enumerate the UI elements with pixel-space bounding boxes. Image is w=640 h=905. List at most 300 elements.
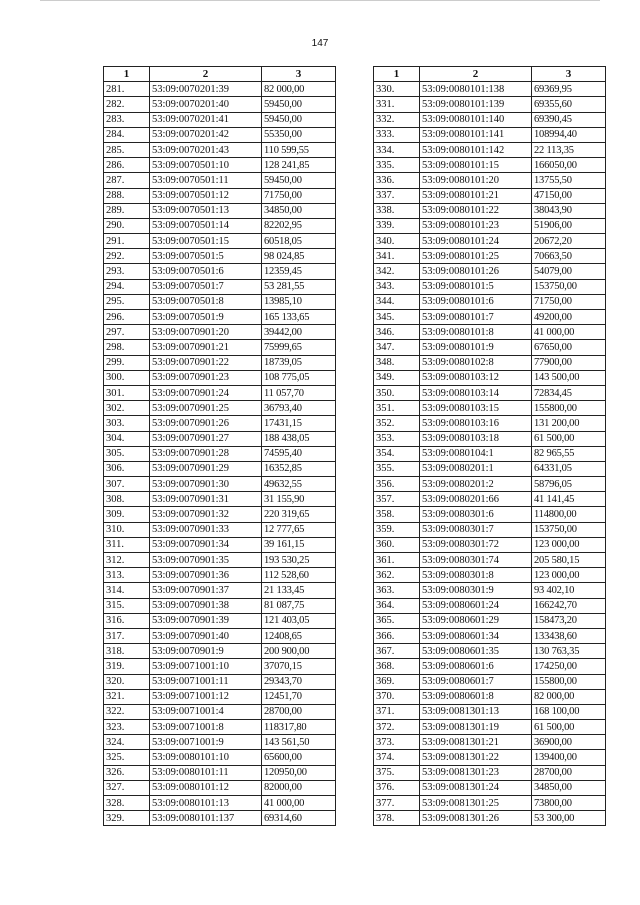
row-number: 345. (374, 310, 420, 325)
cadastral-value: 38043,90 (532, 203, 606, 218)
row-number: 371. (374, 704, 420, 719)
cadastral-value: 155800,00 (532, 401, 606, 416)
row-number: 349. (374, 370, 420, 385)
cadastral-number: 53:09:0080301:7 (420, 522, 532, 537)
table-row (104, 264, 336, 279)
cadastral-number: 53:09:0080101:9 (420, 340, 532, 355)
cadastral-value: 49200,00 (532, 310, 606, 325)
row-number: 298. (104, 340, 150, 355)
cadastral-value: 59450,00 (262, 112, 336, 127)
column-header-cadastral-number: 2 (420, 67, 532, 82)
cadastral-value: 143 561,50 (262, 735, 336, 750)
cadastral-number: 53:09:0071001:9 (150, 735, 262, 750)
cadastral-number: 53:09:0080101:8 (420, 325, 532, 340)
cadastral-value: 193 530,25 (262, 553, 336, 568)
cadastral-number: 53:09:0080601:29 (420, 613, 532, 628)
row-number: 370. (374, 689, 420, 704)
table-row (374, 203, 606, 218)
row-number: 331. (374, 97, 420, 112)
cadastral-value: 39442,00 (262, 325, 336, 340)
table-row (104, 203, 336, 218)
cadastral-number: 53:09:0070901:27 (150, 431, 262, 446)
cadastral-value: 69390,45 (532, 112, 606, 127)
cadastral-number: 53:09:0080201:66 (420, 492, 532, 507)
cadastral-number: 53:09:0080101:5 (420, 279, 532, 294)
row-number: 317. (104, 628, 150, 643)
cadastral-value: 13985,10 (262, 294, 336, 309)
row-number: 361. (374, 553, 420, 568)
table-header-row (374, 67, 606, 82)
row-number: 316. (104, 613, 150, 628)
cadastral-value: 139400,00 (532, 750, 606, 765)
table-row (374, 310, 606, 325)
table-row (374, 796, 606, 811)
table-row (104, 750, 336, 765)
table-row (374, 704, 606, 719)
table-row (104, 735, 336, 750)
row-number: 334. (374, 142, 420, 157)
table-row (104, 704, 336, 719)
row-number: 362. (374, 568, 420, 583)
cadastral-value: 39 161,15 (262, 537, 336, 552)
table-row (374, 583, 606, 598)
table-row (374, 811, 606, 826)
row-number: 296. (104, 310, 150, 325)
cadastral-number: 53:09:0080601:24 (420, 598, 532, 613)
cadastral-number: 53:09:0080101:7 (420, 310, 532, 325)
cadastral-number: 53:09:0070901:20 (150, 325, 262, 340)
cadastral-number: 53:09:0080101:6 (420, 294, 532, 309)
cadastral-value: 118317,80 (262, 720, 336, 735)
cadastral-number: 53:09:0080301:9 (420, 583, 532, 598)
row-number: 313. (104, 568, 150, 583)
cadastral-number: 53:09:0080101:25 (420, 249, 532, 264)
cadastral-value: 21 133,45 (262, 583, 336, 598)
cadastral-value: 82000,00 (262, 780, 336, 795)
cadastral-value: 34850,00 (532, 780, 606, 795)
cadastral-number: 53:09:0081301:13 (420, 704, 532, 719)
cadastral-number: 53:09:0070901:25 (150, 401, 262, 416)
cadastral-number: 53:09:0070501:5 (150, 249, 262, 264)
cadastral-value: 220 319,65 (262, 507, 336, 522)
row-number: 305. (104, 446, 150, 461)
row-number: 309. (104, 507, 150, 522)
cadastral-number: 53:09:0080601:6 (420, 659, 532, 674)
cadastral-value: 130 763,35 (532, 644, 606, 659)
row-number: 358. (374, 507, 420, 522)
cadastral-value: 133438,60 (532, 628, 606, 643)
table-row (104, 613, 336, 628)
table-header-row (104, 67, 336, 82)
cadastral-number: 53:09:0070901:38 (150, 598, 262, 613)
table-row (374, 613, 606, 628)
row-number: 301. (104, 385, 150, 400)
row-number: 343. (374, 279, 420, 294)
cadastral-value: 61 500,00 (532, 431, 606, 446)
table-row (374, 431, 606, 446)
cadastral-number: 53:09:0070901:23 (150, 370, 262, 385)
cadastral-value: 82 000,00 (532, 689, 606, 704)
row-number: 328. (104, 796, 150, 811)
cadastral-number: 53:09:0080101:139 (420, 97, 532, 112)
cadastral-value: 36793,40 (262, 401, 336, 416)
cadastral-number: 53:09:0070901:33 (150, 522, 262, 537)
cadastral-number: 53:09:0080601:34 (420, 628, 532, 643)
cadastral-value: 166050,00 (532, 158, 606, 173)
cadastral-number: 53:09:0070201:43 (150, 142, 262, 157)
row-number: 282. (104, 97, 150, 112)
table-row (104, 811, 336, 826)
row-number: 366. (374, 628, 420, 643)
right-table-body (374, 82, 606, 826)
table-row (104, 416, 336, 431)
table-row (104, 461, 336, 476)
cadastral-value: 34850,00 (262, 203, 336, 218)
row-number: 290. (104, 218, 150, 233)
row-number: 365. (374, 613, 420, 628)
cadastral-number: 53:09:0070901:22 (150, 355, 262, 370)
row-number: 293. (104, 264, 150, 279)
cadastral-number: 53:09:0080101:138 (420, 82, 532, 97)
cadastral-value: 165 133,65 (262, 310, 336, 325)
table-row (374, 294, 606, 309)
row-number: 327. (104, 780, 150, 795)
table-row (374, 218, 606, 233)
table-row (104, 507, 336, 522)
table-row (104, 765, 336, 780)
cadastral-number: 53:09:0080101:13 (150, 796, 262, 811)
cadastral-value: 53 281,55 (262, 279, 336, 294)
cadastral-value: 28700,00 (262, 704, 336, 719)
cadastral-number: 53:09:0070501:10 (150, 158, 262, 173)
row-number: 368. (374, 659, 420, 674)
cadastral-number: 53:09:0070501:15 (150, 234, 262, 249)
cadastral-value: 29343,70 (262, 674, 336, 689)
row-number: 312. (104, 553, 150, 568)
cadastral-number: 53:09:0070901:39 (150, 613, 262, 628)
cadastral-number: 53:09:0080101:22 (420, 203, 532, 218)
cadastral-number: 53:09:0070201:40 (150, 97, 262, 112)
row-number: 351. (374, 401, 420, 416)
cadastral-number: 53:09:0080101:137 (150, 811, 262, 826)
cadastral-number: 53:09:0070201:41 (150, 112, 262, 127)
table-row (104, 477, 336, 492)
table-row (374, 765, 606, 780)
row-number: 314. (104, 583, 150, 598)
cadastral-value: 114800,00 (532, 507, 606, 522)
row-number: 294. (104, 279, 150, 294)
cadastral-value: 188 438,05 (262, 431, 336, 446)
cadastral-number: 53:09:0080103:16 (420, 416, 532, 431)
table-row (104, 112, 336, 127)
table-row (374, 112, 606, 127)
cadastral-number: 53:09:0081301:22 (420, 750, 532, 765)
cadastral-number: 53:09:0070501:6 (150, 264, 262, 279)
row-number: 364. (374, 598, 420, 613)
table-row (104, 158, 336, 173)
row-number: 310. (104, 522, 150, 537)
row-number: 330. (374, 82, 420, 97)
row-number: 359. (374, 522, 420, 537)
cadastral-number: 53:09:0070901:40 (150, 628, 262, 643)
column-header-number: 1 (104, 67, 150, 82)
table-row (374, 142, 606, 157)
cadastral-number: 53:09:0070901:29 (150, 461, 262, 476)
cadastral-value: 70663,50 (532, 249, 606, 264)
row-number: 355. (374, 461, 420, 476)
table-row (104, 97, 336, 112)
cadastral-value: 77900,00 (532, 355, 606, 370)
row-number: 308. (104, 492, 150, 507)
cadastral-value: 71750,00 (532, 294, 606, 309)
cadastral-number: 53:09:0070901:26 (150, 416, 262, 431)
row-number: 354. (374, 446, 420, 461)
cadastral-value: 69314,60 (262, 811, 336, 826)
cadastral-value: 11 057,70 (262, 385, 336, 400)
table-row (374, 279, 606, 294)
row-number: 353. (374, 431, 420, 446)
table-row (104, 294, 336, 309)
cadastral-value: 120950,00 (262, 765, 336, 780)
cadastral-value: 168 100,00 (532, 704, 606, 719)
cadastral-number: 53:09:0080101:140 (420, 112, 532, 127)
cadastral-number: 53:09:0080101:21 (420, 188, 532, 203)
table-row (374, 507, 606, 522)
table-row (104, 553, 336, 568)
row-number: 332. (374, 112, 420, 127)
table-row (104, 796, 336, 811)
column-header-value: 3 (532, 67, 606, 82)
cadastral-number: 53:09:0070901:32 (150, 507, 262, 522)
table-row (374, 385, 606, 400)
table-row (374, 158, 606, 173)
cadastral-value: 16352,85 (262, 461, 336, 476)
cadastral-value: 54079,00 (532, 264, 606, 279)
table-row (374, 659, 606, 674)
row-number: 342. (374, 264, 420, 279)
cadastral-number: 53:09:0080601:7 (420, 674, 532, 689)
table-row (104, 522, 336, 537)
row-number: 350. (374, 385, 420, 400)
table-row (104, 234, 336, 249)
cadastral-number: 53:09:0071001:4 (150, 704, 262, 719)
row-number: 373. (374, 735, 420, 750)
column-header-value: 3 (262, 67, 336, 82)
row-number: 337. (374, 188, 420, 203)
table-row (374, 249, 606, 264)
table-row (374, 82, 606, 97)
cadastral-number: 53:09:0070901:9 (150, 644, 262, 659)
cadastral-number: 53:09:0080101:12 (150, 780, 262, 795)
table-row (374, 598, 606, 613)
table-row (104, 401, 336, 416)
cadastral-value: 59450,00 (262, 97, 336, 112)
cadastral-value: 112 528,60 (262, 568, 336, 583)
cadastral-value: 20672,20 (532, 234, 606, 249)
table-row (374, 674, 606, 689)
left-register-table (103, 66, 336, 826)
table-row (104, 598, 336, 613)
table-row (104, 279, 336, 294)
cadastral-value: 18739,05 (262, 355, 336, 370)
row-number: 335. (374, 158, 420, 173)
row-number: 329. (104, 811, 150, 826)
cadastral-value: 108 775,05 (262, 370, 336, 385)
row-number: 357. (374, 492, 420, 507)
cadastral-value: 41 000,00 (532, 325, 606, 340)
cadastral-value: 158473,20 (532, 613, 606, 628)
table-row (374, 188, 606, 203)
cadastral-value: 64331,05 (532, 461, 606, 476)
row-number: 291. (104, 234, 150, 249)
cadastral-number: 53:09:0070501:8 (150, 294, 262, 309)
row-number: 322. (104, 704, 150, 719)
cadastral-number: 53:09:0081301:21 (420, 735, 532, 750)
cadastral-value: 37070,15 (262, 659, 336, 674)
cadastral-value: 143 500,00 (532, 370, 606, 385)
row-number: 325. (104, 750, 150, 765)
cadastral-value: 82 000,00 (262, 82, 336, 97)
left-table-body (104, 82, 336, 826)
cadastral-number: 53:09:0070501:13 (150, 203, 262, 218)
cadastral-number: 53:09:0081301:24 (420, 780, 532, 795)
row-number: 307. (104, 477, 150, 492)
cadastral-value: 12408,65 (262, 628, 336, 643)
cadastral-number: 53:09:0081301:26 (420, 811, 532, 826)
table-row (374, 234, 606, 249)
cadastral-value: 81 087,75 (262, 598, 336, 613)
cadastral-number: 53:09:0070901:31 (150, 492, 262, 507)
row-number: 285. (104, 142, 150, 157)
page-top-edge (40, 0, 600, 1)
cadastral-number: 53:09:0080103:14 (420, 385, 532, 400)
row-number: 306. (104, 461, 150, 476)
row-number: 374. (374, 750, 420, 765)
row-number: 295. (104, 294, 150, 309)
row-number: 299. (104, 355, 150, 370)
cadastral-value: 65600,00 (262, 750, 336, 765)
table-row (104, 628, 336, 643)
cadastral-number: 53:09:0080101:142 (420, 142, 532, 157)
cadastral-value: 69355,60 (532, 97, 606, 112)
row-number: 292. (104, 249, 150, 264)
row-number: 303. (104, 416, 150, 431)
row-number: 297. (104, 325, 150, 340)
table-row (374, 553, 606, 568)
cadastral-value: 59450,00 (262, 173, 336, 188)
cadastral-value: 13755,50 (532, 173, 606, 188)
cadastral-value: 41 000,00 (262, 796, 336, 811)
table-row (374, 492, 606, 507)
cadastral-number: 53:09:0080301:72 (420, 537, 532, 552)
table-row (374, 370, 606, 385)
row-number: 369. (374, 674, 420, 689)
cadastral-number: 53:09:0080101:141 (420, 127, 532, 142)
cadastral-value: 153750,00 (532, 522, 606, 537)
table-row (374, 355, 606, 370)
cadastral-value: 28700,00 (532, 765, 606, 780)
row-number: 346. (374, 325, 420, 340)
cadastral-value: 153750,00 (532, 279, 606, 294)
row-number: 376. (374, 780, 420, 795)
cadastral-value: 53 300,00 (532, 811, 606, 826)
row-number: 372. (374, 720, 420, 735)
cadastral-value: 22 113,35 (532, 142, 606, 157)
cadastral-number: 53:09:0080101:23 (420, 218, 532, 233)
cadastral-value: 72834,45 (532, 385, 606, 400)
cadastral-value: 174250,00 (532, 659, 606, 674)
row-number: 377. (374, 796, 420, 811)
row-number: 352. (374, 416, 420, 431)
row-number: 320. (104, 674, 150, 689)
cadastral-value: 110 599,55 (262, 142, 336, 157)
row-number: 339. (374, 218, 420, 233)
row-number: 315. (104, 598, 150, 613)
cadastral-value: 51906,00 (532, 218, 606, 233)
cadastral-value: 60518,05 (262, 234, 336, 249)
table-row (104, 218, 336, 233)
cadastral-value: 75999,65 (262, 340, 336, 355)
column-header-number: 1 (374, 67, 420, 82)
table-row (374, 446, 606, 461)
row-number: 318. (104, 644, 150, 659)
table-row (104, 325, 336, 340)
row-number: 287. (104, 173, 150, 188)
table-row (374, 522, 606, 537)
table-row (374, 264, 606, 279)
row-number: 284. (104, 127, 150, 142)
table-row (104, 583, 336, 598)
cadastral-number: 53:09:0080201:1 (420, 461, 532, 476)
cadastral-number: 53:09:0080201:2 (420, 477, 532, 492)
cadastral-number: 53:09:0080101:10 (150, 750, 262, 765)
row-number: 344. (374, 294, 420, 309)
table-row (374, 416, 606, 431)
cadastral-value: 12359,45 (262, 264, 336, 279)
cadastral-number: 53:09:0080103:15 (420, 401, 532, 416)
row-number: 326. (104, 765, 150, 780)
cadastral-number: 53:09:0080104:1 (420, 446, 532, 461)
row-number: 311. (104, 537, 150, 552)
cadastral-number: 53:09:0081301:23 (420, 765, 532, 780)
cadastral-number: 53:09:0070501:14 (150, 218, 262, 233)
cadastral-number: 53:09:0080601:8 (420, 689, 532, 704)
cadastral-value: 12 777,65 (262, 522, 336, 537)
row-number: 375. (374, 765, 420, 780)
row-number: 286. (104, 158, 150, 173)
row-number: 336. (374, 173, 420, 188)
cadastral-number: 53:09:0080101:24 (420, 234, 532, 249)
row-number: 348. (374, 355, 420, 370)
row-number: 363. (374, 583, 420, 598)
cadastral-number: 53:09:0070901:21 (150, 340, 262, 355)
table-row (374, 401, 606, 416)
cadastral-number: 53:09:0080301:74 (420, 553, 532, 568)
cadastral-number: 53:09:0070501:7 (150, 279, 262, 294)
table-row (104, 310, 336, 325)
table-row (374, 340, 606, 355)
table-row (374, 97, 606, 112)
row-number: 338. (374, 203, 420, 218)
cadastral-value: 200 900,00 (262, 644, 336, 659)
row-number: 288. (104, 188, 150, 203)
table-row (104, 674, 336, 689)
cadastral-number: 53:09:0080101:15 (420, 158, 532, 173)
cadastral-number: 53:09:0070901:34 (150, 537, 262, 552)
table-row (374, 628, 606, 643)
cadastral-value: 61 500,00 (532, 720, 606, 735)
cadastral-number: 53:09:0080101:26 (420, 264, 532, 279)
